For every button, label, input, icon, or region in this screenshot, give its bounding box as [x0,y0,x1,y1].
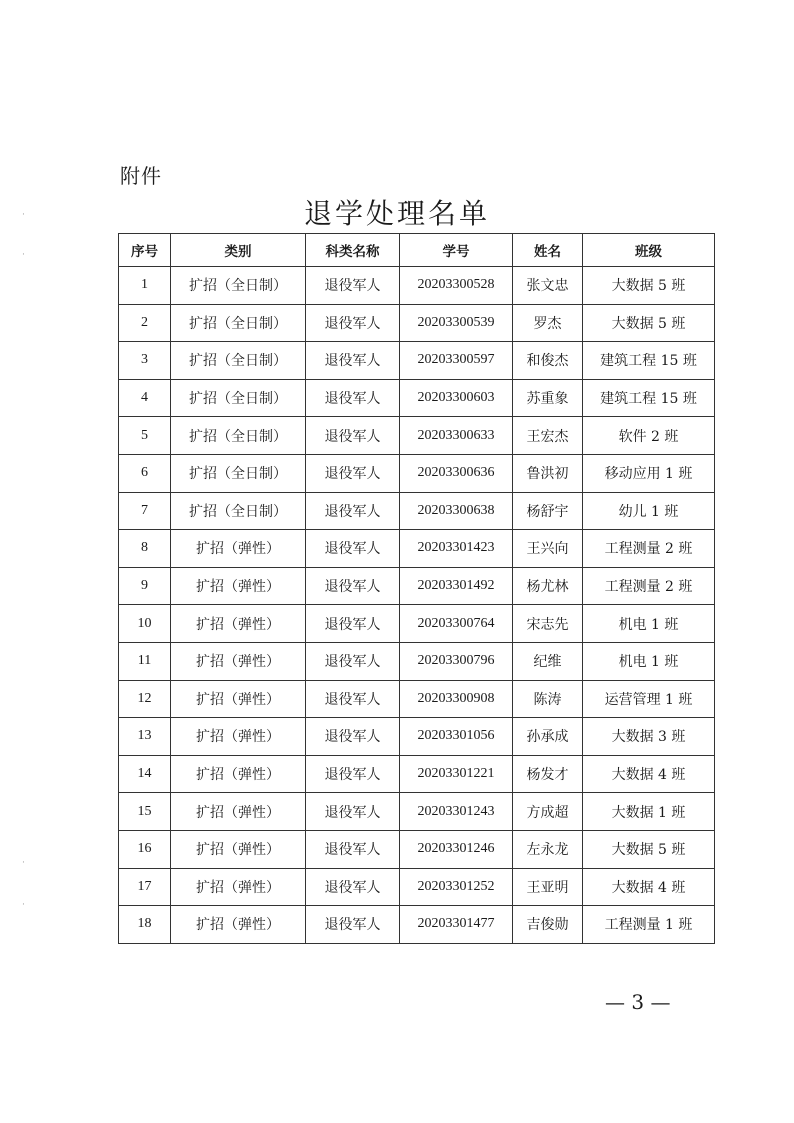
cell-class: 机电 1 班 [583,605,715,643]
table-row [119,492,715,530]
cell-class: 运营管理 1 班 [583,680,715,718]
cell-name: 和俊杰 [513,342,583,380]
table-row [119,530,715,568]
cell-name: 杨尤林 [513,567,583,605]
cell-subject: 退役军人 [306,567,400,605]
withdrawal-list-table [118,233,715,944]
table-row [119,417,715,455]
table-row [119,830,715,868]
table-row [119,342,715,380]
cell-subject: 退役军人 [306,868,400,906]
cell-name: 孙承成 [513,718,583,756]
cell-seq: 14 [119,755,171,793]
table-header-row [119,234,715,267]
cell-student-id: 20203300539 [400,304,513,342]
cell-subject: 退役军人 [306,793,400,831]
cell-seq: 16 [119,830,171,868]
scan-mark: · [22,858,25,868]
scan-mark: · [22,900,25,910]
cell-name: 罗杰 [513,304,583,342]
cell-seq: 4 [119,379,171,417]
cell-name: 吉俊勋 [513,906,583,944]
cell-student-id: 20203301423 [400,530,513,568]
cell-category: 扩招（弹性） [171,680,306,718]
table-row [119,605,715,643]
cell-student-id: 20203300603 [400,379,513,417]
cell-student-id: 20203301477 [400,906,513,944]
cell-subject: 退役军人 [306,680,400,718]
cell-class: 建筑工程 15 班 [583,342,715,380]
cell-category: 扩招（弹性） [171,642,306,680]
cell-student-id: 20203300908 [400,680,513,718]
cell-name: 王兴向 [513,530,583,568]
scan-mark: · [22,250,25,260]
cell-subject: 退役军人 [306,267,400,305]
cell-name: 鲁洪初 [513,454,583,492]
cell-class: 大数据 4 班 [583,868,715,906]
cell-student-id: 20203301246 [400,830,513,868]
cell-subject: 退役军人 [306,605,400,643]
cell-category: 扩招（弹性） [171,530,306,568]
header-class: 班级 [583,234,715,267]
table-row [119,680,715,718]
cell-class: 幼儿 1 班 [583,492,715,530]
header-seq: 序号 [119,234,171,267]
table-row [119,567,715,605]
cell-name: 王宏杰 [513,417,583,455]
cell-student-id: 20203300638 [400,492,513,530]
cell-class: 大数据 5 班 [583,304,715,342]
header-subject: 科类名称 [306,234,400,267]
cell-name: 陈涛 [513,680,583,718]
header-name: 姓名 [513,234,583,267]
cell-class: 软件 2 班 [583,417,715,455]
cell-student-id: 20203300597 [400,342,513,380]
cell-name: 苏重象 [513,379,583,417]
cell-class: 移动应用 1 班 [583,454,715,492]
table-row [119,718,715,756]
cell-category: 扩招（弹性） [171,605,306,643]
cell-seq: 2 [119,304,171,342]
table-row [119,304,715,342]
cell-student-id: 20203300764 [400,605,513,643]
cell-category: 扩招（弹性） [171,830,306,868]
cell-student-id: 20203301221 [400,755,513,793]
cell-category: 扩招（全日制） [171,454,306,492]
table-row [119,793,715,831]
cell-seq: 18 [119,906,171,944]
table-row [119,454,715,492]
cell-seq: 1 [119,267,171,305]
cell-seq: 5 [119,417,171,455]
cell-class: 工程测量 2 班 [583,567,715,605]
cell-subject: 退役军人 [306,304,400,342]
cell-category: 扩招（全日制） [171,492,306,530]
cell-subject: 退役军人 [306,530,400,568]
cell-category: 扩招（全日制） [171,267,306,305]
cell-seq: 10 [119,605,171,643]
cell-subject: 退役军人 [306,492,400,530]
table-row [119,868,715,906]
cell-student-id: 20203300633 [400,417,513,455]
cell-student-id: 20203301492 [400,567,513,605]
cell-class: 大数据 4 班 [583,755,715,793]
cell-seq: 13 [119,718,171,756]
cell-subject: 退役军人 [306,342,400,380]
cell-subject: 退役军人 [306,417,400,455]
cell-class: 工程测量 1 班 [583,906,715,944]
cell-student-id: 20203300636 [400,454,513,492]
cell-category: 扩招（弹性） [171,567,306,605]
table-body [119,267,715,944]
cell-category: 扩招（全日制） [171,304,306,342]
cell-class: 大数据 5 班 [583,267,715,305]
cell-name: 纪维 [513,642,583,680]
page-number: — 3 — [605,990,671,1014]
attachment-label: 附件 [120,164,162,188]
cell-class: 大数据 1 班 [583,793,715,831]
cell-subject: 退役军人 [306,830,400,868]
cell-subject: 退役军人 [306,718,400,756]
cell-seq: 12 [119,680,171,718]
cell-class: 建筑工程 15 班 [583,379,715,417]
cell-category: 扩招（弹性） [171,868,306,906]
table-row [119,267,715,305]
cell-seq: 3 [119,342,171,380]
cell-category: 扩招（弹性） [171,906,306,944]
cell-class: 机电 1 班 [583,642,715,680]
cell-subject: 退役军人 [306,642,400,680]
cell-category: 扩招（全日制） [171,417,306,455]
cell-seq: 6 [119,454,171,492]
cell-seq: 8 [119,530,171,568]
cell-subject: 退役军人 [306,906,400,944]
cell-name: 杨舒宇 [513,492,583,530]
cell-class: 大数据 3 班 [583,718,715,756]
cell-name: 方成超 [513,793,583,831]
cell-seq: 11 [119,642,171,680]
cell-subject: 退役军人 [306,755,400,793]
cell-student-id: 20203301056 [400,718,513,756]
cell-student-id: 20203300528 [400,267,513,305]
table-row [119,755,715,793]
cell-category: 扩招（弹性） [171,718,306,756]
table-row [119,379,715,417]
cell-category: 扩招（弹性） [171,755,306,793]
table-row [119,642,715,680]
cell-seq: 15 [119,793,171,831]
cell-seq: 9 [119,567,171,605]
cell-seq: 7 [119,492,171,530]
cell-student-id: 20203301243 [400,793,513,831]
cell-category: 扩招（全日制） [171,342,306,380]
cell-name: 张文忠 [513,267,583,305]
cell-class: 工程测量 2 班 [583,530,715,568]
cell-class: 大数据 5 班 [583,830,715,868]
cell-name: 杨发才 [513,755,583,793]
document-title: 退学处理名单 [303,197,490,230]
header-student-id: 学号 [400,234,513,267]
cell-student-id: 20203301252 [400,868,513,906]
table-row [119,906,715,944]
cell-name: 王亚明 [513,868,583,906]
cell-name: 宋志先 [513,605,583,643]
cell-subject: 退役军人 [306,379,400,417]
cell-student-id: 20203300796 [400,642,513,680]
header-category: 类别 [171,234,306,267]
cell-subject: 退役军人 [306,454,400,492]
cell-name: 左永龙 [513,830,583,868]
cell-category: 扩招（全日制） [171,379,306,417]
cell-category: 扩招（弹性） [171,793,306,831]
cell-seq: 17 [119,868,171,906]
scan-mark: · [22,210,25,220]
